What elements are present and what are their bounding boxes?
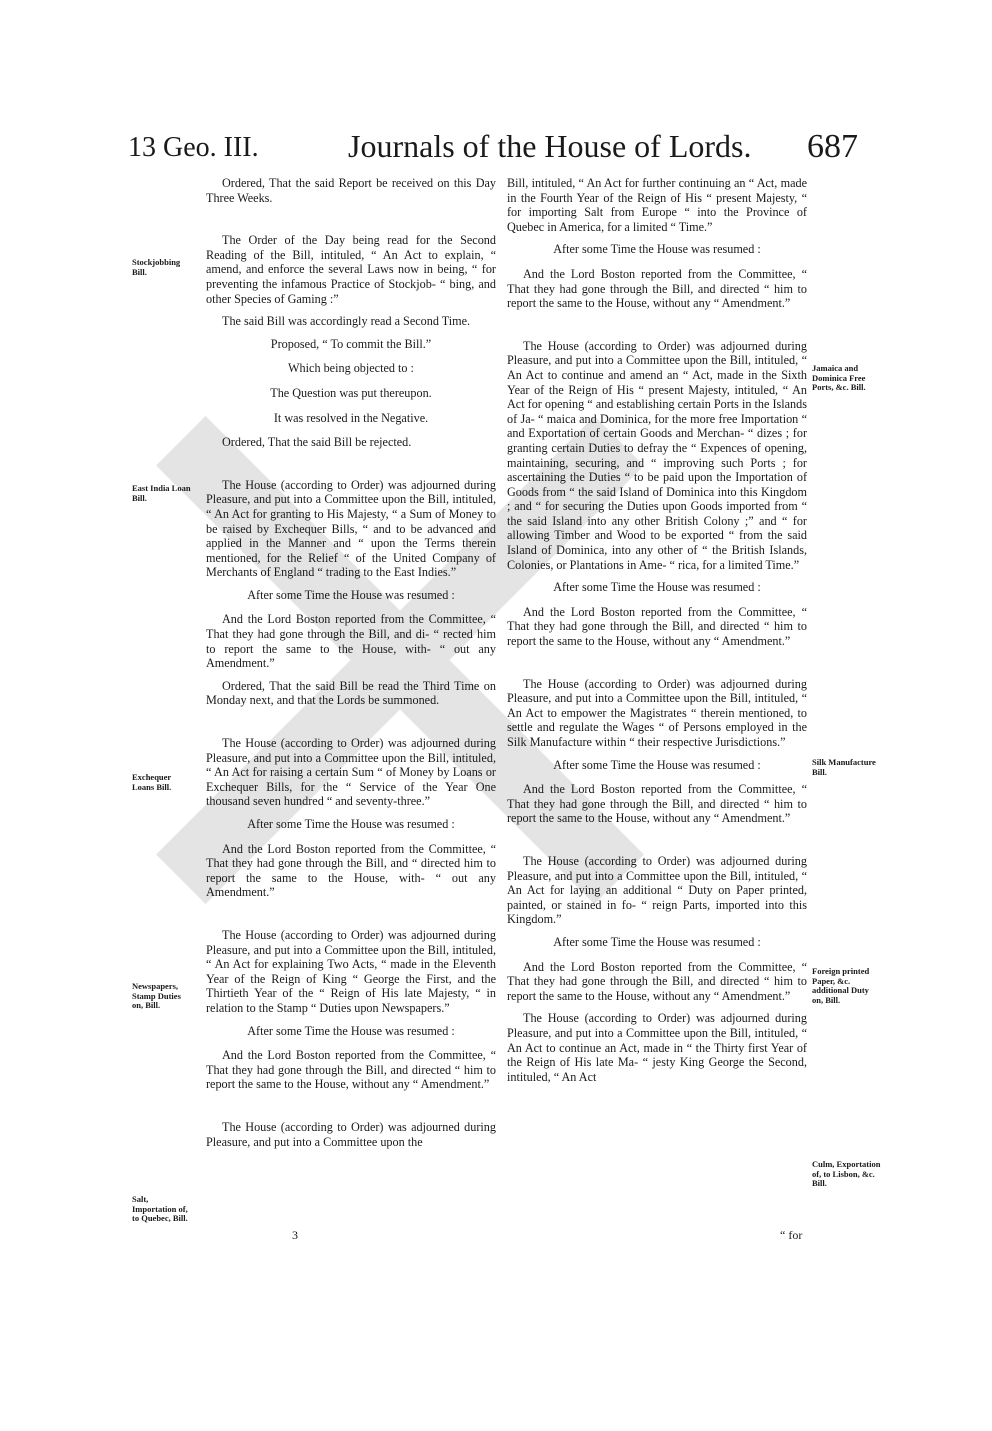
- margin-note-exchequer: Exchequer Loans Bill.: [132, 772, 172, 792]
- paragraph: After some Time the House was resumed :: [247, 1023, 455, 1038]
- paragraph: The House (according to Order) was adjourned during Pleasure, and put into a Committee upon the Bill, intituled, “ An Act for raising a certain Sum “ of Money by Loans or Exchequer Bills, for the “ Service of the Year One thousand seven hundred “ and seventy-three.”: [206, 736, 496, 809]
- paragraph: After some Time the House was resumed :: [247, 817, 455, 831]
- paragraph: And the Lord Boston reported from the Committee, “ That they had gone through the Bill, and di- “ rected him to report the same to the House, with- “ out any Amendment.”: [206, 612, 496, 671]
- margin-note-east-india: East India Loan Bill.: [132, 483, 191, 503]
- catchword: “ for: [780, 1228, 803, 1242]
- paragraph: The House (according to Order) was adjourned during Pleasure, and put into a Committee upon the Bill, intituled, “ An Act for laying an additional “ Duty on Paper printed, painted, or stained in fo- “ reign Parts, imported into this Kingdom.”: [507, 853, 807, 927]
- paragraph: After some Time the House was resumed :: [553, 580, 761, 595]
- paragraph: The said Bill was accordingly read a Second Time.: [222, 314, 471, 329]
- paragraph: The House (according to Order) was adjourned during Pleasure, and put into a Committee upon the Bill, intituled, “ An Act to continue and amend an “ Act, made in the Sixth Year of the Reign of His “ present Majesty, intituled, “ An Act for opening “ and establishing certain Ports in the Islands of Ja- “ maica and Dominica, for the more free Importation “ and Exportation of certain Goods and Merchan- “ dizes ; for granting certain Duties to defray the “ Expences of opening, maintaining, securing, and “ improving such Ports ; for ascertaining the Duties “ to be paid upon the Importation of Goods from “ the said Island of Dominica into this Kingdom ; and “ for securing the Duties upon Goods imported from “ the said Island into any other British Colony ;” and “ for allowing Timber and Wood to be exported “ from the said Island of Dominica, into any other of “ the British Islands, Colonies, or Plantations in Ame- “ rica, for a limited Time.”: [507, 338, 807, 572]
- paragraph: Bill, intituled, “ An Act for further continuing an “ Act, made in the Fourth Year of the Reign of His “ present Majesty, “ for importing Salt from Europe “ into the Province of Quebec in America, for a limited “ Time.”: [507, 176, 807, 234]
- journal-title: Journals of the House of Lords.: [348, 128, 752, 164]
- paragraph: The House (according to Order) was adjourned during Pleasure, and put into a Committee upon the Bill, intituled, “ An Act for explaining Two Acts, “ made in the Eleventh Year of the Reign of King “ George the First, and the Thirtieth Year of the “ Reign of His late Majesty, “ in relation to the Stamp “ Duties upon Newspapers.”: [206, 927, 496, 1015]
- paragraph: And the Lord Boston reported from the Committee, “ That they had gone through the Bill, and directed “ him to report the same to the House, without any “ Amendment.”: [507, 782, 807, 826]
- paragraph: Ordered, That the said Bill be rejected.: [222, 435, 412, 450]
- paragraph: The Question was put thereupon.: [270, 385, 432, 400]
- margin-note-culm: Culm, Exportation of, to Lisbon, &c. Bill.: [812, 1159, 881, 1189]
- left-column: [206, 176, 496, 1157]
- paragraph: Ordered, That the said Bill be read the Third Time on Monday next, and that the Lords be summoned.: [206, 678, 496, 708]
- paragraph: After some Time the House was resumed :: [553, 242, 761, 257]
- paragraph: And the Lord Boston reported from the Committee, “ That they had gone through the Bill, and directed “ him to report the same to the House, without any “ Amendment.”: [507, 604, 807, 649]
- paragraph: It was resolved in the Negative.: [273, 410, 429, 425]
- paragraph: Ordered, That the said Report be received on this Day Three Weeks.: [206, 176, 496, 205]
- paragraph: Proposed, “ To commit the Bill.”: [270, 336, 432, 351]
- margin-note-silk: Silk Manufacture Bill.: [812, 757, 876, 777]
- page-number: 687: [807, 128, 858, 165]
- regnal-year: 13 Geo. III.: [128, 132, 259, 163]
- margin-note-newspapers: Newspapers, Stamp Duties on, Bill.: [132, 981, 181, 1011]
- paragraph: And the Lord Boston reported from the Committee, “ That they had gone through the Bill, and directed “ him to report the same to the House, without any “ Amendment.”: [507, 959, 807, 1003]
- paragraph: And the Lord Boston reported from the Committee, “ That they had gone through the Bill, and directed “ him to report the same to the House, without any “ Amendment.”: [507, 266, 807, 311]
- paragraph: The Order of the Day being read for the Second Reading of the Bill, intituled, “ An Act to explain, “ amend, and enforce the several Laws now in being, “ for preventing the infamous Practice of Stockjob- “ bing, and other Species of Gaming :”: [206, 233, 496, 306]
- paragraph: After some Time the House was resumed :: [553, 934, 761, 949]
- paragraph: The House (according to Order) was adjourned during Pleasure, and put into a Committee upon the Bill, intituled, “ An Act for granting to His Majesty, “ a Sum of Money to be raised by Exchequer Bills, “ and to be advanced and applied in the Manner and “ upon the Terms therein mentioned, for the Relief “ of the United Company of Merchants of England “ trading to the East Indies.”: [206, 477, 496, 580]
- paragraph: The House (according to Order) was adjourned during Pleasure, and put into a Committee upon the: [206, 1119, 496, 1149]
- margin-note-stockjobbing: Stockjobbing Bill.: [132, 257, 181, 277]
- signature-mark: 3: [292, 1228, 298, 1242]
- right-column: [507, 176, 807, 1092]
- paragraph: Which being objected to :: [288, 361, 414, 376]
- paragraph: And the Lord Boston reported from the Committee, “ That they had gone through the Bill, and directed “ him to report the same to the House, without any “ Amendment.”: [206, 1048, 496, 1092]
- margin-note-foreign-paper: Foreign printed Paper, &c. additional Duty on, Bill.: [812, 966, 870, 1005]
- paragraph: The House (according to Order) was adjourned during Pleasure, and put into a Committee upon the Bill, intituled, “ An Act to empower the Magistrates “ therein mentioned, to settle and regulate the Wages “ of Persons employed in the Silk Manufacture within “ their respective Jurisdictions.”: [507, 676, 807, 749]
- paragraph: The House (according to Order) was adjourned during Pleasure, and put into a Committee upon the Bill, intituled, “ An Act to continue an Act, made in “ the Thirty first Year of the Reign of His late Ma- “ jesty King George the Second, intituled, “ An Act: [507, 1011, 807, 1084]
- paragraph: And the Lord Boston reported from the Committee, “ That they had gone through the Bill, and “ directed him to report the same to the House, with- “ out any Amendment.”: [206, 841, 496, 900]
- margin-note-jamaica: Jamaica and Dominica Free Ports, &c. Bill.: [812, 363, 866, 393]
- margin-note-salt: Salt, Importation of, to Quebec, Bill.: [132, 1194, 188, 1224]
- page-header: [128, 128, 858, 172]
- paragraph: After some Time the House was resumed :: [247, 587, 455, 602]
- paragraph: After some Time the House was resumed :: [553, 757, 761, 772]
